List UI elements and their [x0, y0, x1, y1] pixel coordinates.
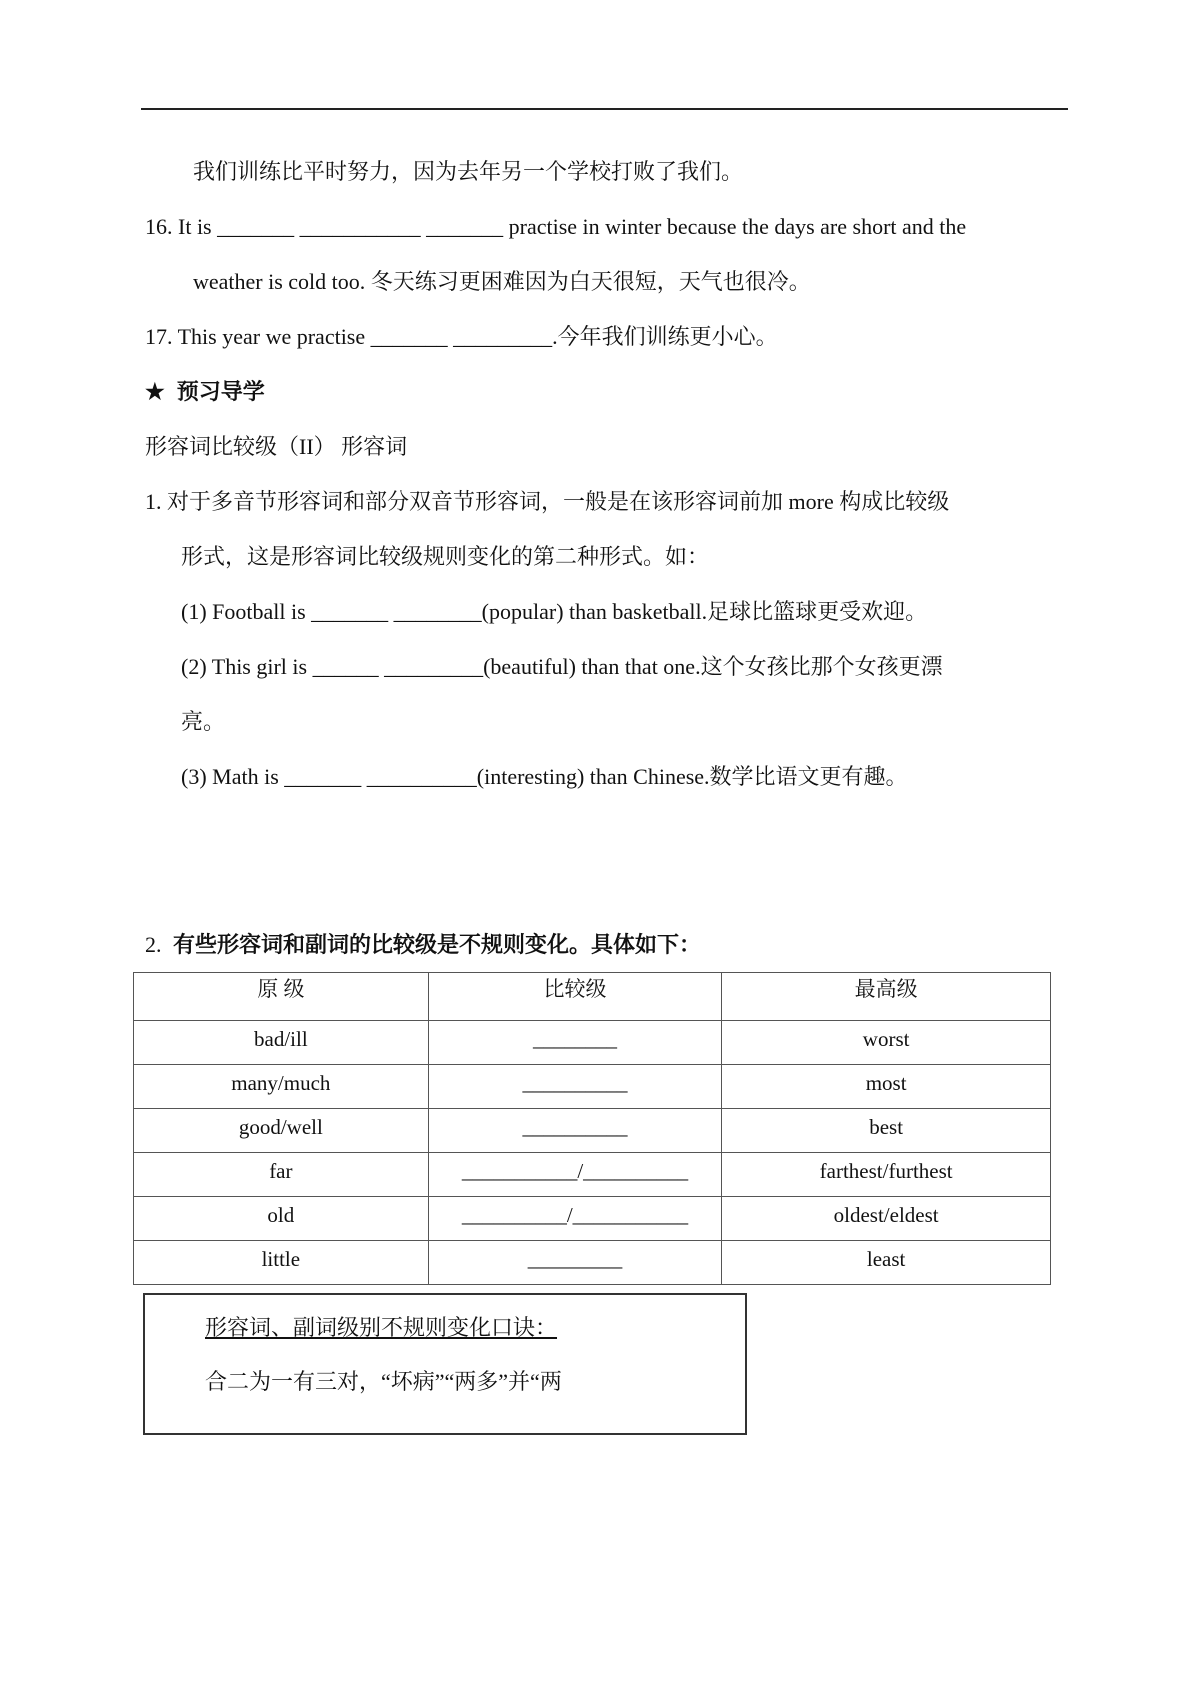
rule1-line1: 1. 对于多音节形容词和部分双音节形容词，一般是在该形容词前加 more 构成比较级 — [145, 489, 950, 514]
table-row — [134, 1065, 1051, 1109]
q17-line: 17. This year we practise _______ _________.今年我们训练更小心。 — [145, 324, 778, 349]
positive-cell: old — [134, 1197, 429, 1241]
rule2-text: 有些形容词和副词的比较级是不规则变化。具体如下： — [173, 932, 702, 957]
superlative-cell: most — [722, 1065, 1051, 1109]
table-header-row — [134, 973, 1051, 1021]
irregular-comparison-table — [133, 972, 1051, 1285]
rule2-number: 2. — [145, 932, 162, 957]
comparative-blank: _________ — [428, 1241, 722, 1285]
positive-cell: many/much — [134, 1065, 429, 1109]
table-row — [134, 1109, 1051, 1153]
header-superlative: 最高级 — [722, 973, 1051, 1021]
superlative-cell: least — [722, 1241, 1051, 1285]
header-comparative: 比较级 — [428, 973, 722, 1021]
example-2-line1: (2) This girl is ______ _________(beautiful) than that one.这个女孩比那个女孩更漂 — [181, 654, 943, 679]
section-heading — [145, 377, 265, 407]
q15-translation: 我们训练比平时努力，因为去年另一个学校打败了我们。 — [193, 159, 744, 184]
superlative-cell: worst — [722, 1021, 1051, 1065]
comparative-blank: __________ — [428, 1065, 722, 1109]
header-rule — [141, 108, 1068, 110]
section-title: 预习导学 — [176, 379, 265, 404]
comparative-blank: ________ — [428, 1021, 722, 1065]
table-row — [134, 1197, 1051, 1241]
rhyme-text: 合二为一有三对，“坏病”“两多”并“两 — [205, 1369, 562, 1394]
positive-cell: far — [134, 1153, 429, 1197]
table-row — [134, 1021, 1051, 1065]
rule1-line2: 形式，这是形容词比较级规则变化的第二种形式。如： — [181, 544, 710, 569]
comparative-blank: __________/___________ — [428, 1197, 722, 1241]
example-1: (1) Football is _______ ________(popular) than basketball.足球比篮球更受欢迎。 — [181, 599, 928, 624]
topic-line: 形容词比较级（II） 形容词 — [145, 434, 408, 459]
rule2-line — [145, 930, 701, 960]
table-row — [134, 1241, 1051, 1285]
positive-cell: bad/ill — [134, 1021, 429, 1065]
q16-line2: weather is cold too. 冬天练习更困难因为白天很短，天气也很冷。 — [193, 269, 811, 294]
example-2-line2: 亮。 — [181, 709, 226, 734]
q16-line1: 16. It is _______ ___________ _______ practise in winter because the days are short and the — [145, 214, 967, 239]
positive-cell: little — [134, 1241, 429, 1285]
table-row — [134, 1153, 1051, 1197]
superlative-cell: farthest/furthest — [722, 1153, 1051, 1197]
superlative-cell: best — [722, 1109, 1051, 1153]
example-3: (3) Math is _______ __________(interesting) than Chinese.数学比语文更有趣。 — [181, 764, 908, 789]
comparative-blank: __________ — [428, 1109, 722, 1153]
superlative-cell: oldest/eldest — [722, 1197, 1051, 1241]
star-icon: ★ — [145, 379, 165, 404]
positive-cell: good/well — [134, 1109, 429, 1153]
rhyme-title: 形容词、副词级别不规则变化口诀： — [205, 1315, 558, 1340]
header-positive: 原 级 — [134, 973, 429, 1021]
rhyme-box — [143, 1293, 747, 1435]
comparative-blank: ___________/__________ — [428, 1153, 722, 1197]
